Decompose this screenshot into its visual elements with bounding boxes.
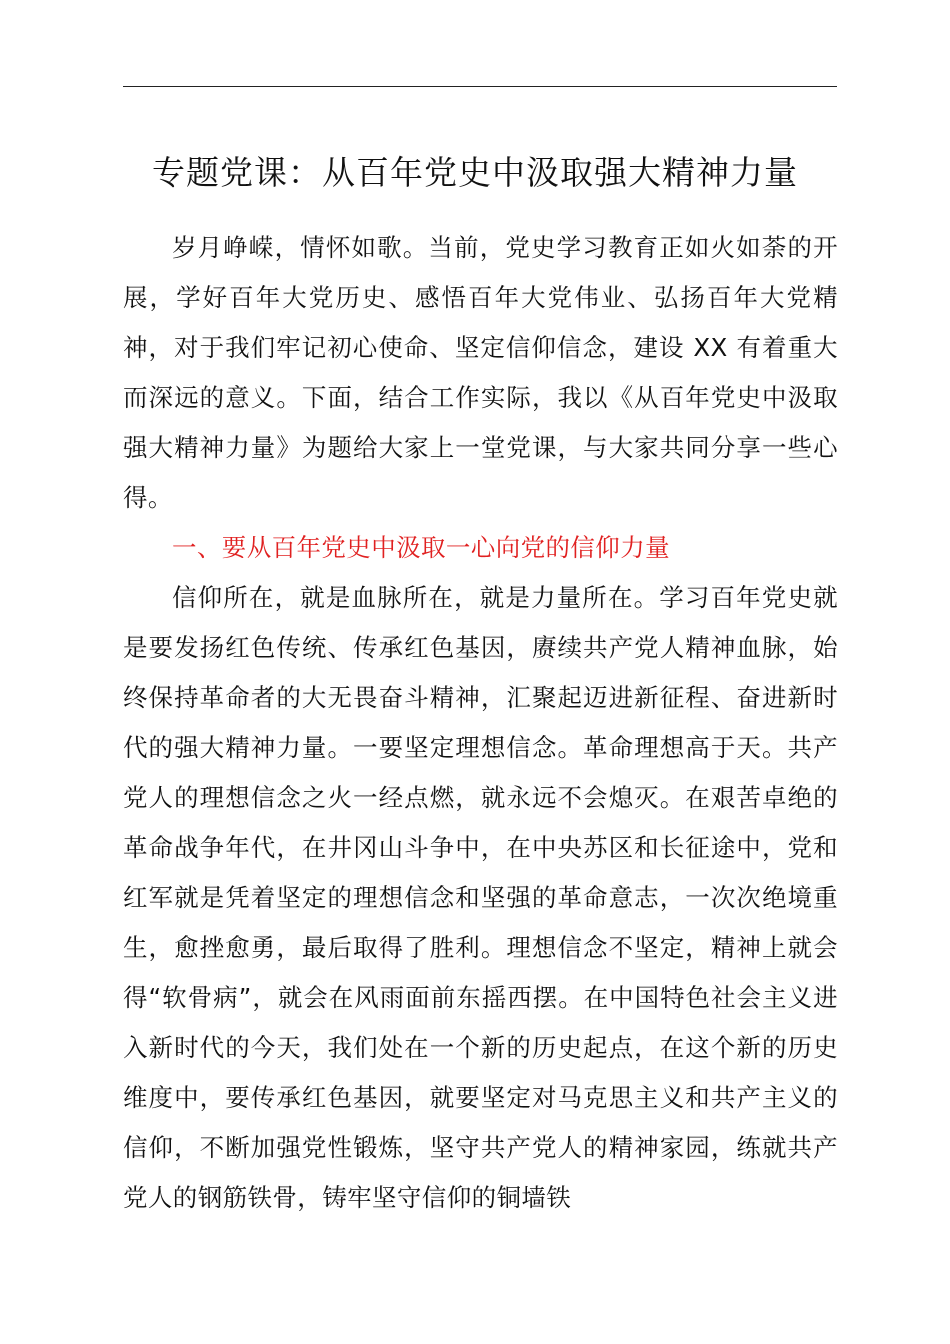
header-rule (123, 86, 837, 87)
document-body (123, 223, 838, 1223)
section-1-paragraph: 信仰所在，就是血脉所在，就是力量所在。学习百年党史就是要发扬红色传统、传承红色基因，赓续共产党人精神血脉，始终保持革命者的大无畏奋斗精神，汇聚起迈进新征程、奋进新时代的强大精神力量。一要坚定理想信念。革命理想高于天。共产党人的理想信念之火一经点燃，就永远不会熄灭。在艰苦卓绝的革命战争年代，在井冈山斗争中，在中央苏区和长征途中，党和红军就是凭着坚定的理想信念和坚强的革命意志，一次次绝境重生，愈挫愈勇，最后取得了胜利。理想信念不坚定，精神上就会得“软骨病”，就会在风雨面前东摇西摆。在中国特色社会主义进入新时代的今天，我们处在一个新的历史起点，在这个新的历史维度中，要传承红色基因，就要坚定对马克思主义和共产主义的信仰，不断加强党性锻炼，坚守共产党人的精神家园，练就共产党人的钢筋铁骨，铸牢坚守信仰的铜墙铁 (123, 583, 838, 1212)
document-title: 专题党课：从百年党史中汲取强大精神力量 (152, 153, 798, 192)
section-heading-1: 一、要从百年党史中汲取一心向党的信仰力量 (172, 533, 670, 562)
intro-paragraph: 岁月峥嵘，情怀如歌。当前，党史学习教育正如火如荼的开展，学好百年大党历史、感悟百年大党伟业、弘扬百年大党精神，对于我们牢记初心使命、坚定信仰信念，建设 XX 有着重大而深远的意义。下面，结合工作实际，我以《从百年党史中汲取强大精神力量》为题给大家上一堂党课，与大家共同分享一些心得。 (123, 233, 838, 512)
